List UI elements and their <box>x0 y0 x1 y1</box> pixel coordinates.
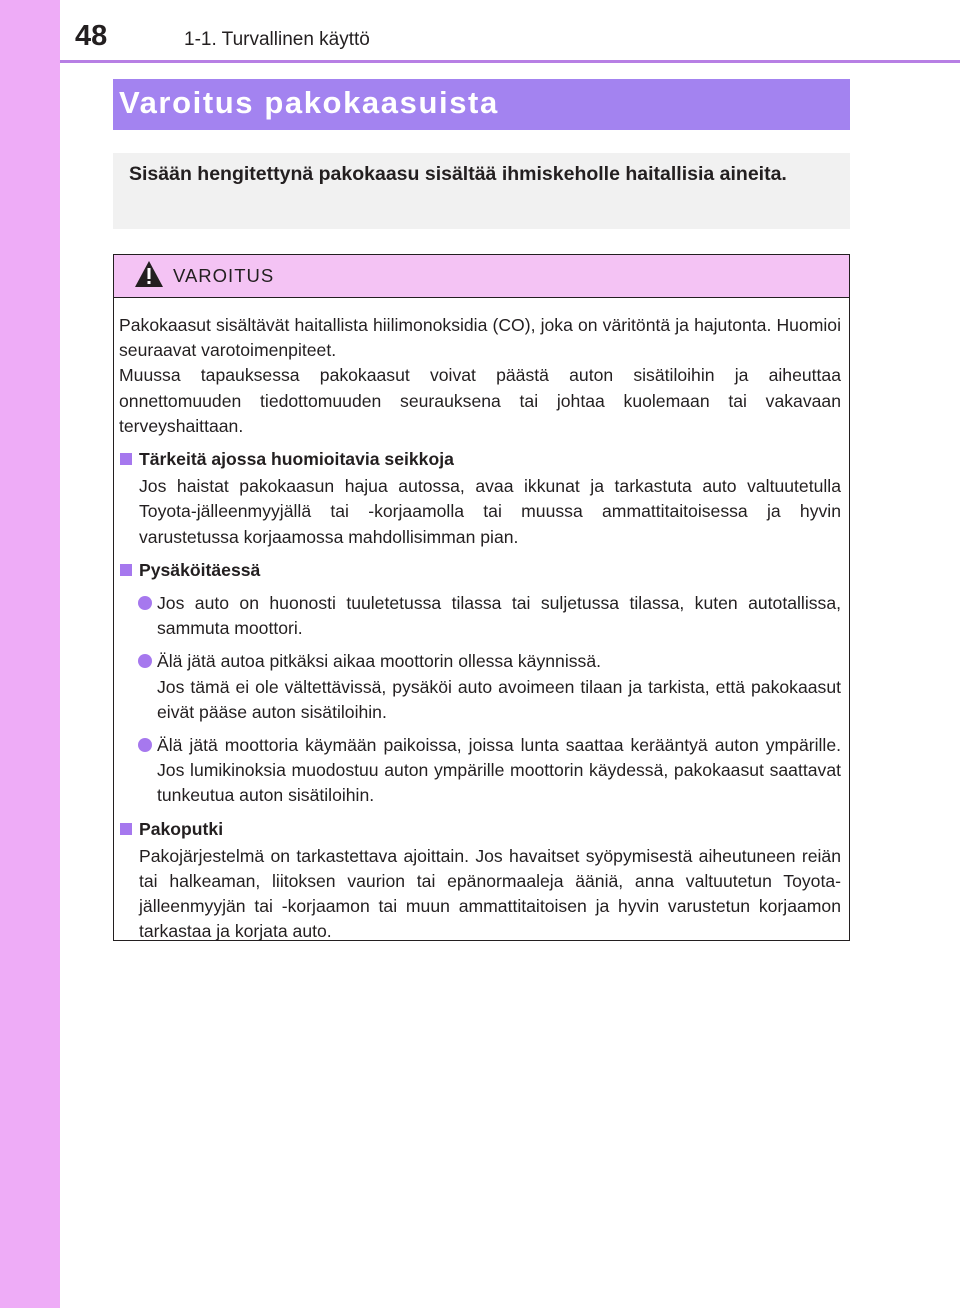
warning-box <box>113 254 850 941</box>
round-bullet-icon <box>138 596 152 610</box>
warning-body <box>119 313 841 945</box>
subheading: Tärkeitä ajossa huomioitavia seikkoja <box>119 447 841 472</box>
section-text: Jos haistat pakokaasun hajua autossa, avaa ikkunat ja tarkastuta auto valtuutetulla Toyota-jälleenmyyjällä tai -korjaamolla tai muussa ammattitaitoisessa ja hyvin varustetussa korjaamossa mahdollisimman pian. <box>139 476 841 547</box>
intro-text: Sisään hengitettynä pakokaasu sisältää ihmiskeholle haitallisia aineita. <box>129 163 787 185</box>
list-item: Jos auto on huonosti tuuletetussa tilassa tai suljetussa tilassa, kuten autotallissa, sammuta moottori. <box>119 591 841 641</box>
side-color-strip <box>0 0 60 1308</box>
section-label: 1-1. Turvallinen käyttö <box>184 29 370 50</box>
square-bullet-icon <box>120 453 132 465</box>
page-title: Varoitus pakokaasuista <box>119 85 499 120</box>
square-bullet-icon <box>120 823 132 835</box>
warning-label: VAROITUS <box>173 265 275 286</box>
warning-intro-1: Pakokaasut sisältävät haitallista hiilimonoksidia (CO), joka on väritöntä ja hajutonta. Huomioi seuraavat varotoimenpiteet. <box>119 315 841 361</box>
warning-intro-2: Muussa tapauksessa pakokaasut voivat päästä auton sisätiloihin ja aiheuttaa onnettomuuden tiedottomuuden seurauksena tai johtaa kuolemaan tai vakavaan terveyshaittaan. <box>119 365 841 436</box>
warning-header <box>114 255 849 298</box>
round-bullet-icon <box>138 654 152 668</box>
subheading: Pysäköitäessä <box>119 558 841 583</box>
square-bullet-icon <box>120 564 132 576</box>
subheading: Pakoputki <box>119 817 841 842</box>
header-divider <box>60 60 960 63</box>
warning-triangle-icon <box>134 260 164 288</box>
page-number: 48 <box>75 20 108 52</box>
list-item: Älä jätä moottoria käymään paikoissa, joissa lunta saattaa kerääntyä auton ympärille. Jos lumikinoksia muodostuu auton ympärille moottorin käydessä, pakokaasut saattavat tunkeutua auton sisätiloihin. <box>119 733 841 809</box>
section-text: Pakojärjestelmä on tarkastettava ajoittain. Jos havaitset syöpymisestä aiheutuneen reiän tai halkeaman, liitoksen vaurion tai epänormaaleja ääniä, anna valtuutetun Toyota-jälleenmyyjän tai -korjaamon tai muun ammattitaitoisen ja hyvin varustetun korjaamon tarkastaa ja korjata auto. <box>139 845 841 942</box>
round-bullet-icon <box>138 738 152 752</box>
list-item: Älä jätä autoa pitkäksi aikaa moottorin ollessa käynnissä. Jos tämä ei ole vältettävissä, pysäköi auto avoimeen tilaan ja tarkista, että pakokaasut eivät pääse auton sisätiloihin. <box>119 649 841 725</box>
